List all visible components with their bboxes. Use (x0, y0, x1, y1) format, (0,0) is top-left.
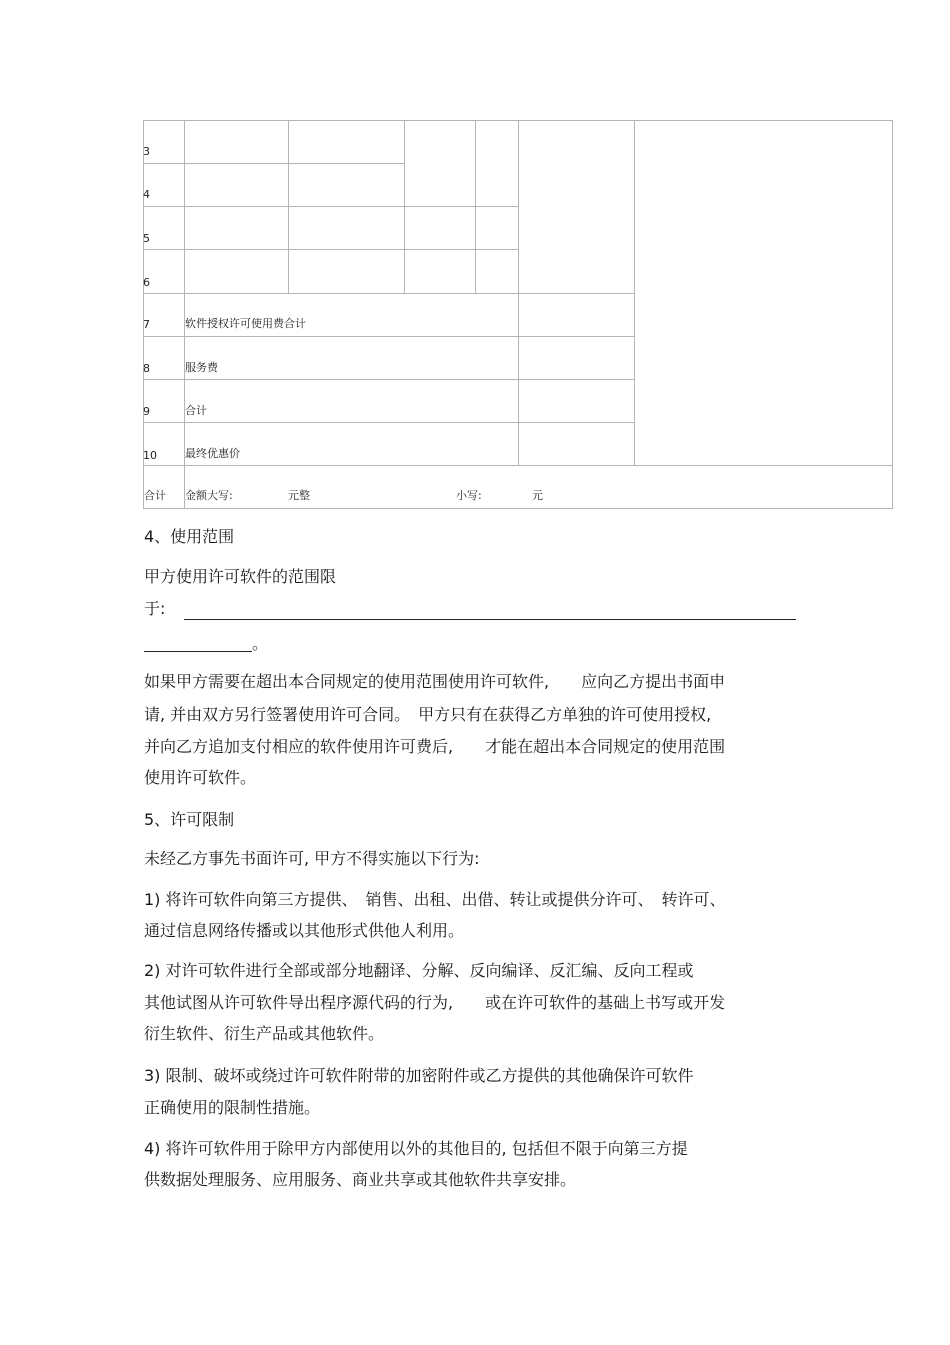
table-cell (518, 120, 635, 294)
row-number: 9 (143, 405, 150, 418)
list-item-line: 1) 将许可软件向第三方提供、 销售、出租、出借、转让或提供分许可、 转许可、 (144, 890, 726, 909)
table-cell (404, 206, 476, 250)
list-item-line: 其他试图从许可软件导出程序源代码的行为, 或在许可软件的基础上书写或开发 (144, 993, 726, 1012)
row-number: 4 (143, 188, 150, 201)
table-cell (184, 249, 289, 294)
table-cell (288, 206, 405, 250)
total-label: 合计 (185, 404, 207, 417)
footer-amount-cell (184, 465, 893, 509)
row-number: 3 (143, 145, 150, 158)
table-cell (404, 249, 476, 294)
footer-label-cell (143, 465, 185, 509)
list-item-line: 2) 对许可软件进行全部或部分地翻译、分解、反向编译、反汇编、反向工程或 (144, 961, 694, 980)
list-item-line: 供数据处理服务、应用服务、商业共享或其他软件共享安排。 (144, 1170, 577, 1189)
section-heading: 5、许可限制 (144, 810, 235, 829)
row-number: 6 (143, 276, 150, 289)
subtotal-value-cell (518, 293, 635, 337)
table-cell (184, 163, 289, 207)
total-label-cell (184, 379, 519, 423)
list-item-line: 通过信息网络传播或以其他形式供他人利用。 (144, 921, 465, 940)
scope-line: 甲方使用许可软件的范围限 (144, 567, 337, 586)
table-cell (288, 120, 405, 164)
list-item-line: 正确使用的限制性措施。 (144, 1098, 321, 1117)
final-price-label: 最终优惠价 (185, 447, 240, 460)
intro-line: 未经乙方事先书面许可, 甲方不得实施以下行为: (144, 849, 480, 868)
final-price-value-cell (518, 422, 635, 466)
service-fee-label: 服务费 (185, 361, 218, 374)
subtotal-label-cell (184, 293, 519, 337)
service-fee-label-cell (184, 336, 519, 380)
scope-blank-line (184, 619, 796, 620)
footer-label: 合计 (144, 489, 166, 502)
subtotal-label: 软件授权许可使用费合计 (185, 317, 306, 330)
table-cell (475, 120, 519, 207)
amount-upper-label: 金额大写: (185, 489, 233, 502)
lower-unit: 元 (532, 489, 543, 502)
list-item-line: 衍生软件、衍生产品或其他软件。 (144, 1024, 385, 1043)
amount-lower-label: 小写: (456, 489, 482, 502)
table-cell (288, 163, 405, 207)
row-number: 7 (143, 318, 150, 331)
table-cell (404, 120, 476, 207)
upper-unit: 元整 (288, 489, 310, 502)
table-cell (475, 206, 519, 250)
list-item-line: 3) 限制、破坏或绕过许可软件附带的加密附件或乙方提供的其他确保许可软件 (144, 1066, 694, 1085)
table-cell (288, 249, 405, 294)
remarks-cell (634, 120, 893, 466)
table-cell (184, 206, 289, 250)
row-number: 10 (143, 449, 157, 462)
scope-blank-line (144, 651, 252, 652)
paragraph-line: 如果甲方需要在超出本合同规定的使用范围使用许可软件, 应向乙方提出书面申 (144, 672, 726, 691)
total-value-cell (518, 379, 635, 423)
section-heading: 4、使用范围 (144, 527, 235, 546)
row-number: 5 (143, 232, 150, 245)
paragraph-line: 并向乙方追加支付相应的软件使用许可费后, 才能在超出本合同规定的使用范围 (144, 737, 726, 756)
table-cell (184, 120, 289, 164)
paragraph-line: 使用许可软件。 (144, 768, 257, 787)
scope-prefix: 于: (144, 599, 166, 618)
row-number: 8 (143, 362, 150, 375)
table-cell (475, 249, 519, 294)
paragraph-line: 请, 并由双方另行签署使用许可合同。 甲方只有在获得乙方单独的许可使用授权, (144, 705, 712, 724)
scope-end: 。 (252, 634, 269, 653)
service-fee-value-cell (518, 336, 635, 380)
list-item-line: 4) 将许可软件用于除甲方内部使用以外的其他目的, 包括但不限于向第三方提 (144, 1139, 688, 1158)
